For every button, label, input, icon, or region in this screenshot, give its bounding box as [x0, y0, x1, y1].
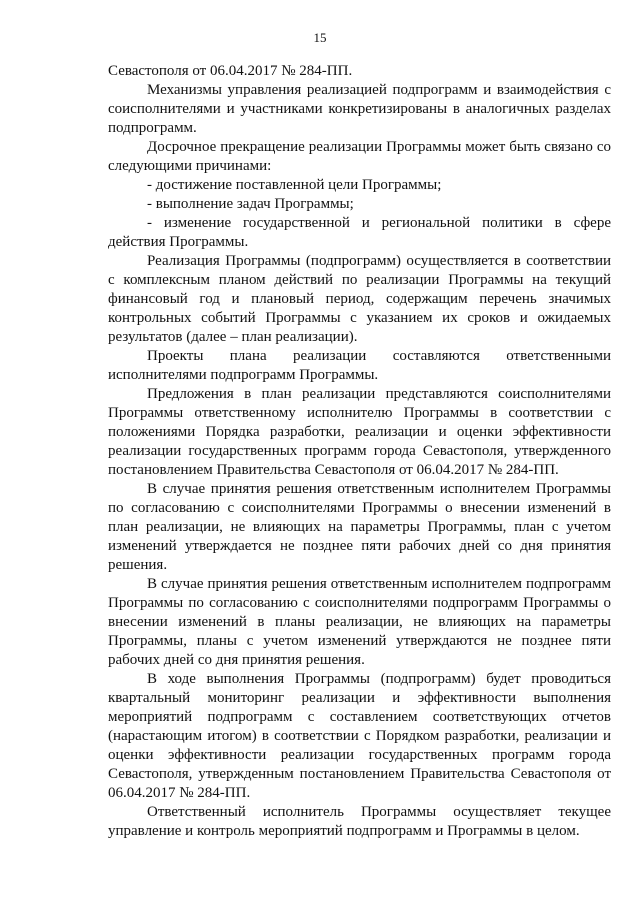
paragraph-implementation-plan: Реализация Программы (подпрограмм) осуществляется в соответствии с комплексным планом действий по реализации Программы на текущий финансовый год и плановый период, содержащим перечень значимых контрольных событий Программы с указанием их сроков и ожидаемых результатов (далее – план реализации). [108, 253, 611, 345]
list-item-goal-achieved: - достижение поставленной цели Программы; [147, 177, 442, 193]
paragraph-subprogram-plan-changes: В случае принятия решения ответственным исполнителем подпрограмм Программы по согласованию с соисполнителями подпрограмм Программы о внесении изменений в планы реализации, не влияющих на параметры Программы, планы с учетом изменений утверждаются не позднее пяти рабочих дней со дня принятия решения. [108, 576, 611, 668]
paragraph-early-termination: Досрочное прекращение реализации Программы может быть связано со следующими причинами: [108, 139, 611, 174]
paragraph-management-mechanisms: Механизмы управления реализацией подпрограмм и взаимодействия с соисполнителями и участниками конкретизированы в аналогичных разделах подпрограмм. [108, 82, 611, 136]
document-body [108, 62, 611, 841]
paragraph-quarterly-monitoring: В ходе выполнения Программы (подпрограмм) будет проводиться квартальный мониторинг реализации и эффективности выполнения мероприятий подпрограмм с составлением соответствующих отчетов (нарастающим итогом) в соответствии с Порядком разработки, реализации и оценки эффективности реализации государственных программ города Севастополя, утвержденным постановлением Правительства Севастополя от 06.04.2017 № 284-ПП. [108, 671, 611, 801]
list-item-tasks-completed: - выполнение задач Программы; [147, 196, 354, 212]
paragraph-responsible-executor: Ответственный исполнитель Программы осуществляет текущее управление и контроль мероприятий подпрограмм и Программы в целом. [108, 804, 611, 839]
paragraph-continuation: Севастополя от 06.04.2017 № 284-ПП. [108, 63, 353, 79]
paragraph-plan-drafts: Проекты плана реализации составляются ответственными исполнителями подпрограмм Программы. [108, 348, 611, 383]
list-item-policy-change: - изменение государственной и региональной политики в сфере действия Программы. [108, 215, 611, 250]
page-number: 15 [313, 30, 327, 45]
paragraph-program-plan-changes: В случае принятия решения ответственным исполнителем Программы по согласованию с соисполнителями Программы о внесении изменений в план реализации, не влияющих на параметры Программы, план с учетом изменений утверждается не позднее пяти рабочих дней со дня принятия решения. [108, 481, 611, 573]
paragraph-plan-proposals: Предложения в план реализации представляются соисполнителями Программы ответственному исполнителю Программы в соответствии с положениями Порядка разработки, реализации и оценки эффективности реализации государственных программ города Севастополя, утвержденного постановлением Правительства Севастополя от 06.04.2017 № 284-ПП. [108, 386, 611, 478]
